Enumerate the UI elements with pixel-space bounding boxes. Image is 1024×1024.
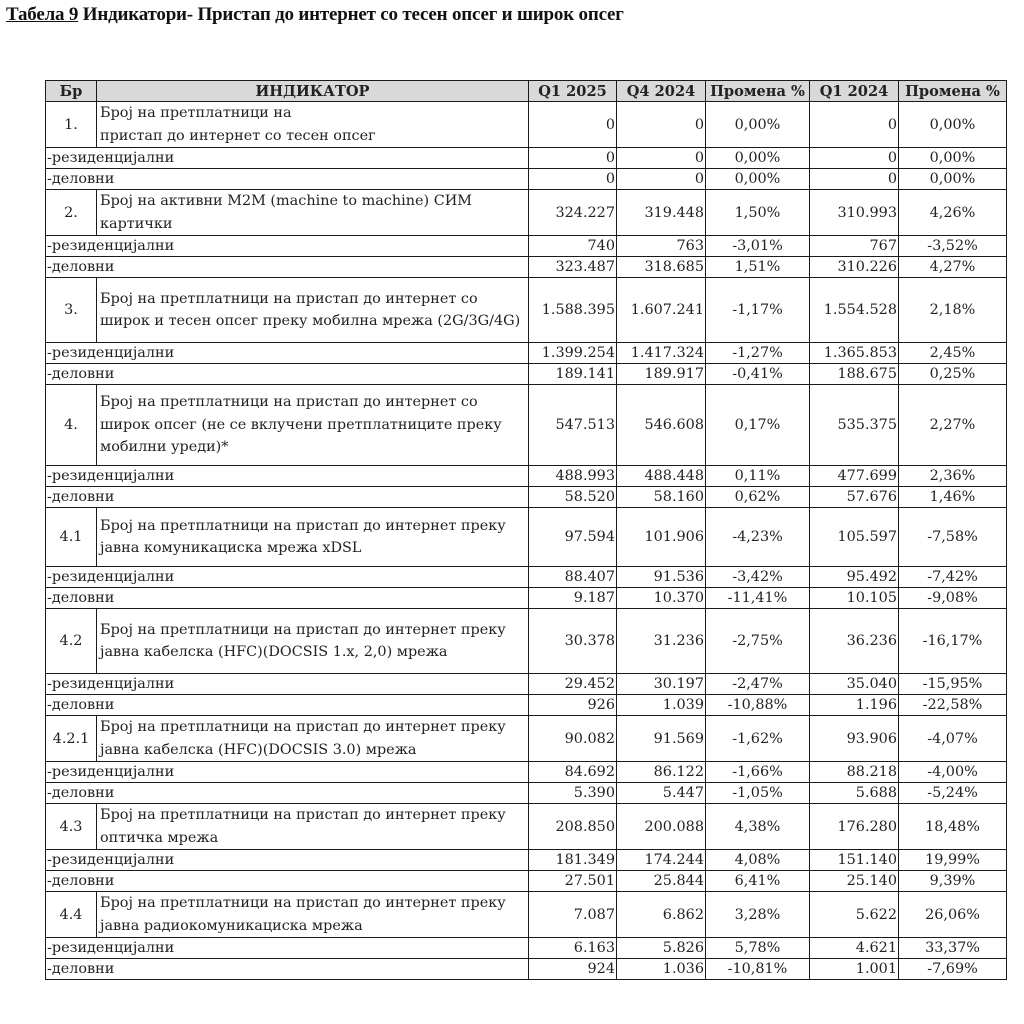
value-q4-2024: 319.448 bbox=[617, 190, 706, 236]
change-year-pct: 9,39% bbox=[899, 871, 1007, 892]
row-number: 1. bbox=[46, 102, 97, 148]
value-q1-2024: 188.675 bbox=[810, 364, 899, 385]
value-q4-2024: 1.417.324 bbox=[617, 343, 706, 364]
change-year-pct: -15,95% bbox=[899, 674, 1007, 695]
sub-indicator-name: -деловни bbox=[46, 695, 529, 716]
value-q4-2024: 31.236 bbox=[617, 609, 706, 674]
row-number: 4. bbox=[46, 385, 97, 466]
value-q4-2024: 0 bbox=[617, 148, 706, 169]
change-year-pct: 2,27% bbox=[899, 385, 1007, 466]
indicator-name: Број на активни M2M (machine to machine) СИМ картички bbox=[97, 190, 529, 236]
indicator-row bbox=[46, 102, 1007, 148]
change-quarter-pct: 5,78% bbox=[706, 938, 810, 959]
change-year-pct: 1,46% bbox=[899, 487, 1007, 508]
value-q4-2024: 0 bbox=[617, 169, 706, 190]
change-quarter-pct: 3,28% bbox=[706, 892, 810, 938]
sub-indicator-row bbox=[46, 567, 1007, 588]
value-q4-2024: 58.160 bbox=[617, 487, 706, 508]
value-q1-2024: 0 bbox=[810, 148, 899, 169]
table-body bbox=[46, 102, 1007, 980]
sub-indicator-row bbox=[46, 343, 1007, 364]
sub-indicator-row bbox=[46, 938, 1007, 959]
indicator-row bbox=[46, 190, 1007, 236]
sub-indicator-name: -деловни bbox=[46, 783, 529, 804]
value-q1-2025: 0 bbox=[529, 148, 617, 169]
value-q1-2024: 176.280 bbox=[810, 804, 899, 850]
value-q1-2025: 30.378 bbox=[529, 609, 617, 674]
value-q1-2025: 29.452 bbox=[529, 674, 617, 695]
sub-indicator-row bbox=[46, 257, 1007, 278]
sub-indicator-name: -резиденцијални bbox=[46, 674, 529, 695]
value-q1-2025: 488.993 bbox=[529, 466, 617, 487]
indicator-name: Број на претплатници на пристап до интернет преку јавна кабелска (HFC)(DOCSIS 3.0) мрежа bbox=[97, 716, 529, 762]
change-quarter-pct: 0,00% bbox=[706, 102, 810, 148]
value-q1-2025: 1.588.395 bbox=[529, 278, 617, 343]
change-quarter-pct: -2,75% bbox=[706, 609, 810, 674]
change-quarter-pct: 0,00% bbox=[706, 169, 810, 190]
indicator-row bbox=[46, 716, 1007, 762]
header-indicator: ИНДИКАТОР bbox=[97, 81, 529, 102]
value-q1-2024: 1.196 bbox=[810, 695, 899, 716]
value-q1-2025: 58.520 bbox=[529, 487, 617, 508]
sub-indicator-row bbox=[46, 674, 1007, 695]
value-q1-2024: 1.554.528 bbox=[810, 278, 899, 343]
change-year-pct: 0,00% bbox=[899, 148, 1007, 169]
change-year-pct: -7,58% bbox=[899, 508, 1007, 567]
value-q1-2025: 926 bbox=[529, 695, 617, 716]
value-q1-2024: 1.365.853 bbox=[810, 343, 899, 364]
change-year-pct: 18,48% bbox=[899, 804, 1007, 850]
value-q1-2024: 151.140 bbox=[810, 850, 899, 871]
header-q1-2024: Q1 2024 bbox=[810, 81, 899, 102]
change-quarter-pct: -0,41% bbox=[706, 364, 810, 385]
value-q1-2025: 5.390 bbox=[529, 783, 617, 804]
change-year-pct: 2,45% bbox=[899, 343, 1007, 364]
change-quarter-pct: -4,23% bbox=[706, 508, 810, 567]
sub-indicator-row bbox=[46, 850, 1007, 871]
header-q4-2024: Q4 2024 bbox=[617, 81, 706, 102]
header-change-quarter: Промена % bbox=[706, 81, 810, 102]
indicator-row bbox=[46, 892, 1007, 938]
sub-indicator-row bbox=[46, 364, 1007, 385]
value-q1-2025: 88.407 bbox=[529, 567, 617, 588]
value-q1-2024: 35.040 bbox=[810, 674, 899, 695]
value-q1-2024: 767 bbox=[810, 236, 899, 257]
change-quarter-pct: 6,41% bbox=[706, 871, 810, 892]
change-year-pct: 0,00% bbox=[899, 102, 1007, 148]
sub-indicator-name: -деловни bbox=[46, 588, 529, 609]
change-quarter-pct: -3,42% bbox=[706, 567, 810, 588]
change-year-pct: -7,69% bbox=[899, 959, 1007, 980]
value-q1-2024: 10.105 bbox=[810, 588, 899, 609]
value-q1-2025: 324.227 bbox=[529, 190, 617, 236]
value-q1-2025: 1.399.254 bbox=[529, 343, 617, 364]
indicator-row bbox=[46, 385, 1007, 466]
sub-indicator-name: -резиденцијални bbox=[46, 938, 529, 959]
sub-indicator-row bbox=[46, 466, 1007, 487]
row-number: 4.2.1 bbox=[46, 716, 97, 762]
change-year-pct: -16,17% bbox=[899, 609, 1007, 674]
value-q1-2025: 97.594 bbox=[529, 508, 617, 567]
change-year-pct: 33,37% bbox=[899, 938, 1007, 959]
value-q1-2025: 924 bbox=[529, 959, 617, 980]
change-year-pct: 0,25% bbox=[899, 364, 1007, 385]
value-q4-2024: 189.917 bbox=[617, 364, 706, 385]
value-q4-2024: 91.569 bbox=[617, 716, 706, 762]
change-quarter-pct: -1,05% bbox=[706, 783, 810, 804]
row-number: 4.2 bbox=[46, 609, 97, 674]
table-number-label: Табела 9 bbox=[6, 4, 79, 25]
value-q4-2024: 0 bbox=[617, 102, 706, 148]
row-number: 3. bbox=[46, 278, 97, 343]
change-quarter-pct: -10,81% bbox=[706, 959, 810, 980]
sub-indicator-name: -резиденцијални bbox=[46, 236, 529, 257]
indicators-table bbox=[45, 80, 1007, 980]
value-q1-2025: 84.692 bbox=[529, 762, 617, 783]
header-q1-2025: Q1 2025 bbox=[529, 81, 617, 102]
sub-indicator-row bbox=[46, 762, 1007, 783]
sub-indicator-name: -резиденцијални bbox=[46, 343, 529, 364]
table-header-row bbox=[46, 81, 1007, 102]
value-q1-2024: 88.218 bbox=[810, 762, 899, 783]
change-year-pct: -9,08% bbox=[899, 588, 1007, 609]
change-quarter-pct: -2,47% bbox=[706, 674, 810, 695]
row-number: 4.1 bbox=[46, 508, 97, 567]
value-q1-2024: 310.993 bbox=[810, 190, 899, 236]
change-year-pct: 0,00% bbox=[899, 169, 1007, 190]
value-q1-2025: 547.513 bbox=[529, 385, 617, 466]
value-q1-2024: 5.622 bbox=[810, 892, 899, 938]
sub-indicator-row bbox=[46, 236, 1007, 257]
sub-indicator-row bbox=[46, 959, 1007, 980]
value-q4-2024: 174.244 bbox=[617, 850, 706, 871]
value-q1-2025: 27.501 bbox=[529, 871, 617, 892]
value-q1-2024: 93.906 bbox=[810, 716, 899, 762]
value-q1-2025: 323.487 bbox=[529, 257, 617, 278]
change-quarter-pct: 0,00% bbox=[706, 148, 810, 169]
change-year-pct: 4,26% bbox=[899, 190, 1007, 236]
value-q4-2024: 488.448 bbox=[617, 466, 706, 487]
value-q1-2025: 181.349 bbox=[529, 850, 617, 871]
change-year-pct: 2,18% bbox=[899, 278, 1007, 343]
value-q4-2024: 5.826 bbox=[617, 938, 706, 959]
sub-indicator-name: -деловни bbox=[46, 487, 529, 508]
change-quarter-pct: 1,50% bbox=[706, 190, 810, 236]
indicator-name: Број на претплатници на пристап до интернет со широк и тесен опсег преку мобилна мрежа (2G/3G/4G) bbox=[97, 278, 529, 343]
value-q1-2024: 57.676 bbox=[810, 487, 899, 508]
change-quarter-pct: -1,27% bbox=[706, 343, 810, 364]
sub-indicator-row bbox=[46, 148, 1007, 169]
sub-indicator-name: -резиденцијални bbox=[46, 850, 529, 871]
indicator-name: Број на претплатници на пристап до интернет преку јавна радиокомуникациска мрежа bbox=[97, 892, 529, 938]
sub-indicator-row bbox=[46, 169, 1007, 190]
change-quarter-pct: 4,38% bbox=[706, 804, 810, 850]
change-year-pct: 19,99% bbox=[899, 850, 1007, 871]
value-q1-2024: 95.492 bbox=[810, 567, 899, 588]
sub-indicator-name: -деловни bbox=[46, 959, 529, 980]
indicator-row bbox=[46, 609, 1007, 674]
change-quarter-pct: -11,41% bbox=[706, 588, 810, 609]
change-quarter-pct: 0,62% bbox=[706, 487, 810, 508]
value-q1-2025: 740 bbox=[529, 236, 617, 257]
indicator-name: Број на претплатници на пристап до интернет со широк опсег (не се вклучени претплатниците преку мобилни уреди)* bbox=[97, 385, 529, 466]
sub-indicator-name: -резиденцијални bbox=[46, 762, 529, 783]
value-q1-2024: 4.621 bbox=[810, 938, 899, 959]
value-q1-2024: 1.001 bbox=[810, 959, 899, 980]
value-q1-2025: 0 bbox=[529, 169, 617, 190]
value-q4-2024: 318.685 bbox=[617, 257, 706, 278]
sub-indicator-name: -деловни bbox=[46, 871, 529, 892]
indicator-name: Број на претплатници на пристап до интернет со тесен опсег bbox=[97, 102, 529, 148]
value-q4-2024: 1.607.241 bbox=[617, 278, 706, 343]
value-q4-2024: 6.862 bbox=[617, 892, 706, 938]
value-q1-2024: 535.375 bbox=[810, 385, 899, 466]
value-q4-2024: 5.447 bbox=[617, 783, 706, 804]
value-q4-2024: 30.197 bbox=[617, 674, 706, 695]
sub-indicator-name: -резиденцијални bbox=[46, 567, 529, 588]
header-change-year: Промена % bbox=[899, 81, 1007, 102]
value-q1-2024: 477.699 bbox=[810, 466, 899, 487]
value-q1-2024: 5.688 bbox=[810, 783, 899, 804]
value-q4-2024: 86.122 bbox=[617, 762, 706, 783]
value-q4-2024: 546.608 bbox=[617, 385, 706, 466]
indicator-row bbox=[46, 804, 1007, 850]
indicator-name: Број на претплатници на пристап до интернет преку јавна комуникациска мрежа xDSL bbox=[97, 508, 529, 567]
value-q1-2025: 90.082 bbox=[529, 716, 617, 762]
row-number: 2. bbox=[46, 190, 97, 236]
value-q1-2025: 7.087 bbox=[529, 892, 617, 938]
value-q1-2024: 25.140 bbox=[810, 871, 899, 892]
value-q1-2024: 0 bbox=[810, 169, 899, 190]
value-q1-2024: 36.236 bbox=[810, 609, 899, 674]
value-q1-2024: 310.226 bbox=[810, 257, 899, 278]
sub-indicator-name: -деловни bbox=[46, 169, 529, 190]
table-title bbox=[6, 4, 624, 26]
sub-indicator-name: -деловни bbox=[46, 257, 529, 278]
change-year-pct: -3,52% bbox=[899, 236, 1007, 257]
change-year-pct: -4,00% bbox=[899, 762, 1007, 783]
change-year-pct: -5,24% bbox=[899, 783, 1007, 804]
sub-indicator-name: -деловни bbox=[46, 364, 529, 385]
change-year-pct: -7,42% bbox=[899, 567, 1007, 588]
value-q4-2024: 91.536 bbox=[617, 567, 706, 588]
sub-indicator-row bbox=[46, 588, 1007, 609]
sub-indicator-row bbox=[46, 783, 1007, 804]
indicator-name: Број на претплатници на пристап до интернет преку јавна кабелска (HFC)(DOCSIS 1.x, 2,0) мрежа bbox=[97, 609, 529, 674]
value-q1-2025: 9.187 bbox=[529, 588, 617, 609]
change-quarter-pct: 0,17% bbox=[706, 385, 810, 466]
sub-indicator-row bbox=[46, 695, 1007, 716]
row-number: 4.4 bbox=[46, 892, 97, 938]
change-year-pct: 4,27% bbox=[899, 257, 1007, 278]
change-quarter-pct: -1,66% bbox=[706, 762, 810, 783]
value-q4-2024: 200.088 bbox=[617, 804, 706, 850]
indicator-name: Број на претплатници на пристап до интернет преку оптичка мрежа bbox=[97, 804, 529, 850]
change-quarter-pct: 1,51% bbox=[706, 257, 810, 278]
value-q1-2025: 189.141 bbox=[529, 364, 617, 385]
change-quarter-pct: -10,88% bbox=[706, 695, 810, 716]
header-no: Бр bbox=[46, 81, 97, 102]
change-year-pct: 26,06% bbox=[899, 892, 1007, 938]
value-q4-2024: 25.844 bbox=[617, 871, 706, 892]
row-number: 4.3 bbox=[46, 804, 97, 850]
change-year-pct: -4,07% bbox=[899, 716, 1007, 762]
sub-indicator-name: -резиденцијални bbox=[46, 148, 529, 169]
value-q1-2025: 208.850 bbox=[529, 804, 617, 850]
value-q1-2025: 6.163 bbox=[529, 938, 617, 959]
change-quarter-pct: -3,01% bbox=[706, 236, 810, 257]
value-q4-2024: 763 bbox=[617, 236, 706, 257]
value-q1-2025: 0 bbox=[529, 102, 617, 148]
value-q1-2024: 0 bbox=[810, 102, 899, 148]
sub-indicator-row bbox=[46, 487, 1007, 508]
change-quarter-pct: -1,17% bbox=[706, 278, 810, 343]
change-year-pct: -22,58% bbox=[899, 695, 1007, 716]
value-q4-2024: 1.039 bbox=[617, 695, 706, 716]
value-q4-2024: 10.370 bbox=[617, 588, 706, 609]
value-q4-2024: 1.036 bbox=[617, 959, 706, 980]
change-year-pct: 2,36% bbox=[899, 466, 1007, 487]
change-quarter-pct: -1,62% bbox=[706, 716, 810, 762]
change-quarter-pct: 4,08% bbox=[706, 850, 810, 871]
indicator-row bbox=[46, 278, 1007, 343]
table-title-text: Индикатори- Пристап до интернет со тесен опсег и широк опсег bbox=[78, 4, 624, 25]
sub-indicator-row bbox=[46, 871, 1007, 892]
indicator-row bbox=[46, 508, 1007, 567]
sub-indicator-name: -резиденцијални bbox=[46, 466, 529, 487]
change-quarter-pct: 0,11% bbox=[706, 466, 810, 487]
value-q4-2024: 101.906 bbox=[617, 508, 706, 567]
value-q1-2024: 105.597 bbox=[810, 508, 899, 567]
